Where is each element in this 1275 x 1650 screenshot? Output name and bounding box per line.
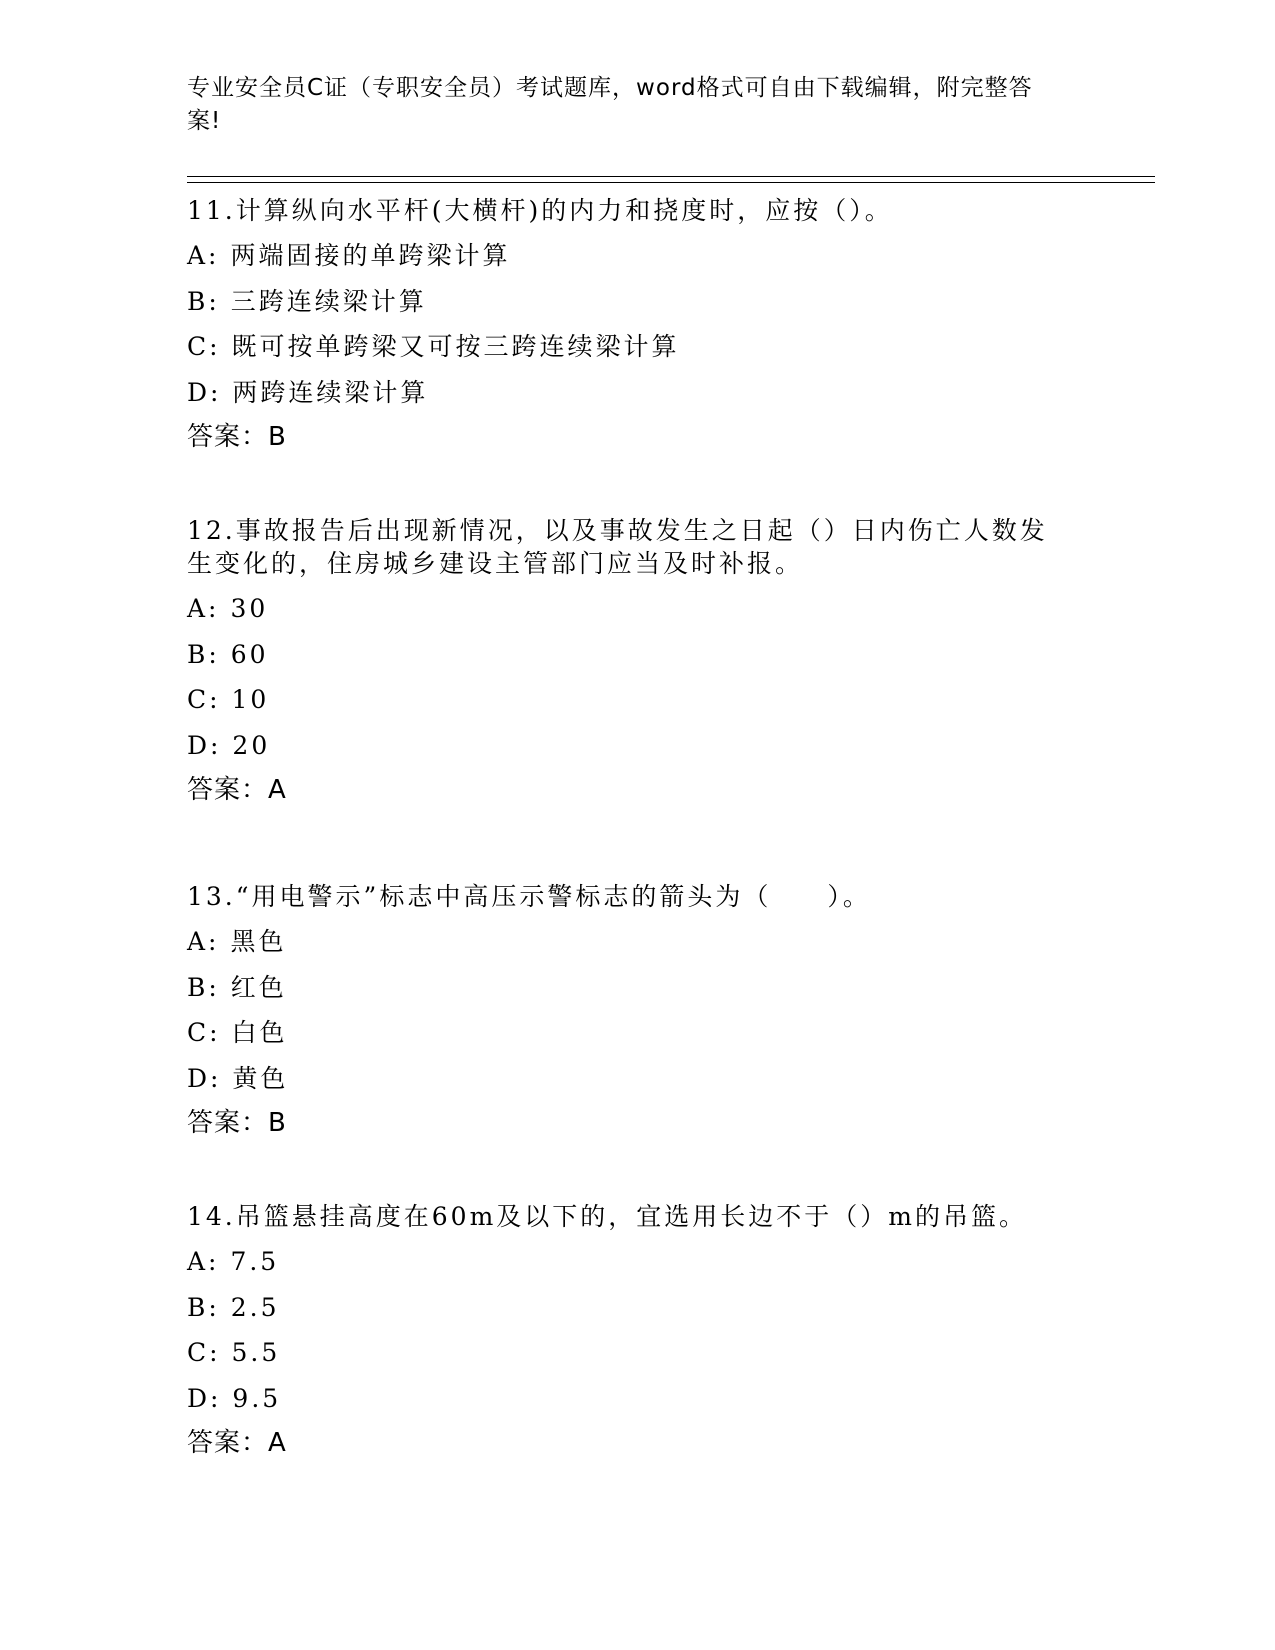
header-line-1: 专业安全员C证（专职安全员）考试题库，word格式可自由下载编辑，附完整答	[187, 75, 1033, 101]
option-letter: C:	[187, 685, 221, 714]
option-a	[187, 919, 1087, 965]
question-stem	[187, 880, 1087, 913]
question-stem	[187, 1200, 1087, 1233]
question-stem	[187, 514, 1087, 580]
option-c	[187, 324, 1087, 370]
option-text: 60	[230, 639, 269, 669]
option-letter: D:	[187, 1063, 222, 1093]
option-text: 两端固接的单跨梁计算	[230, 241, 511, 270]
option-b	[187, 965, 1087, 1011]
question-14	[187, 1200, 1087, 1466]
option-text: 红色	[230, 972, 287, 1002]
option-text: 黑色	[230, 927, 287, 956]
option-text: 9.5	[232, 1383, 282, 1413]
option-letter: D:	[187, 377, 222, 407]
question-stem-line: 13.“用电警示”标志中高压示警标志的箭头为（ ）。	[187, 882, 871, 911]
option-text: 三跨连续梁计算	[230, 286, 427, 316]
option-d	[187, 1376, 1087, 1422]
option-text: 既可按单跨梁又可按三跨连续梁计算	[231, 332, 680, 361]
question-12	[187, 514, 1087, 813]
option-letter: C:	[187, 1338, 221, 1367]
option-text: 10	[231, 685, 270, 714]
option-a	[187, 1239, 1087, 1285]
option-letter: B:	[187, 1292, 220, 1322]
answer-line: 答案：B	[187, 422, 287, 452]
option-c	[187, 677, 1087, 723]
question-stem	[187, 194, 1087, 227]
option-text: 两跨连续梁计算	[232, 377, 429, 407]
option-letter: B:	[187, 972, 220, 1002]
option-letter: A:	[187, 594, 220, 623]
option-letter: C:	[187, 332, 221, 361]
answer-line: 答案：A	[187, 775, 287, 805]
option-letter: D:	[187, 1383, 222, 1413]
option-d	[187, 723, 1087, 769]
option-letter: D:	[187, 730, 222, 760]
option-text: 7.5	[230, 1247, 280, 1276]
option-a	[187, 233, 1087, 279]
option-letter: A:	[187, 241, 220, 270]
option-c	[187, 1330, 1087, 1376]
question-stem-line: 11.计算纵向水平杆(大横杆)的内力和挠度时，应按（）。	[187, 196, 893, 225]
option-c	[187, 1010, 1087, 1056]
option-text: 5.5	[231, 1338, 281, 1367]
answer-line: 答案：A	[187, 1428, 287, 1458]
option-text: 2.5	[230, 1292, 280, 1322]
document-header	[187, 72, 1067, 138]
header-divider-top	[187, 176, 1155, 177]
option-text: 30	[230, 594, 269, 623]
option-a	[187, 586, 1087, 632]
question-11	[187, 194, 1087, 460]
option-letter: C:	[187, 1018, 221, 1047]
option-text: 20	[232, 730, 271, 760]
question-stem-line: 生变化的，住房城乡建设主管部门应当及时补报。	[187, 549, 804, 578]
option-d	[187, 1056, 1087, 1102]
question-13	[187, 880, 1087, 1146]
option-letter: A:	[187, 1247, 220, 1276]
question-stem-line: 14.吊篮悬挂高度在60m及以下的，宜选用长边不于（）m的吊篮。	[187, 1202, 1027, 1231]
option-text: 白色	[231, 1018, 288, 1047]
option-b	[187, 1285, 1087, 1331]
option-d	[187, 370, 1087, 416]
option-b	[187, 632, 1087, 678]
header-line-2: 案!	[187, 108, 222, 134]
header-divider-bottom	[187, 182, 1155, 183]
answer-line: 答案：B	[187, 1108, 287, 1138]
option-text: 黄色	[232, 1063, 289, 1093]
option-b	[187, 279, 1087, 325]
option-letter: A:	[187, 927, 220, 956]
question-stem-line: 12.事故报告后出现新情况，以及事故发生之日起（）日内伤亡人数发	[187, 516, 1048, 545]
option-letter: B:	[187, 286, 220, 316]
option-letter: B:	[187, 639, 220, 669]
